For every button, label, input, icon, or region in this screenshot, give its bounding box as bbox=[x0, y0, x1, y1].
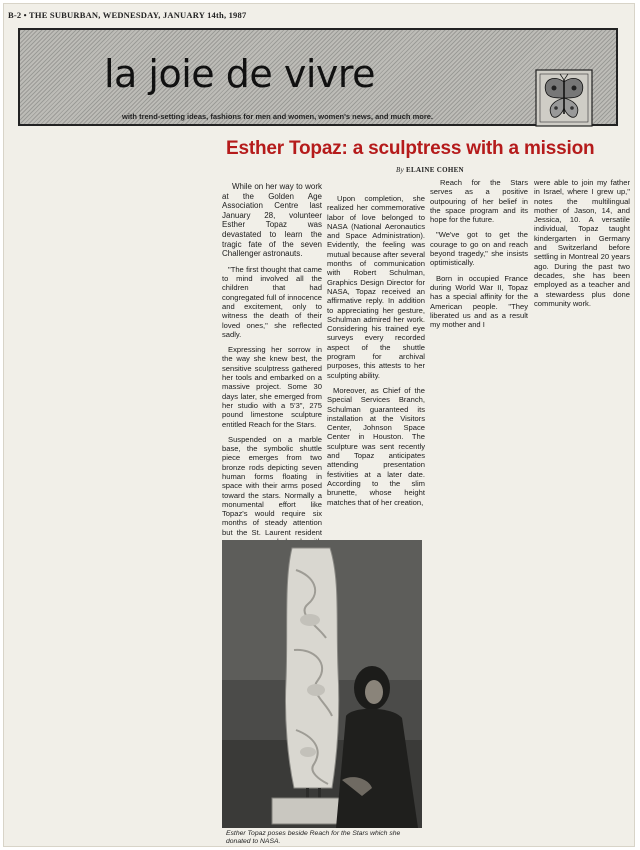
paragraph: Born in occupied France during World War II, Topaz has a special affinity for the American people. "They liberated us and as a result my mother and I bbox=[430, 273, 528, 330]
page-folio: B-2 • THE SUBURBAN, WEDNESDAY, JANUARY 14th, 1987 bbox=[8, 10, 247, 20]
paragraph: Expressing her sorrow in the way she knew best, the sensitive sculptress gathered her tools and embarked on a massive project. Some 30 days later, she emerged from her studio with a 5'3", 275 pound limestone sculpture entitled Reach for the Stars. bbox=[222, 345, 322, 429]
paragraph: Moreover, as Chief of the Special Services Branch, Schulman guaranteed its installation at the Visitors Center, Johnson Space Center in Houston. The sculpture was sent recently and Topaz anticipates attending presentation festivities at a later date. According to the slim brunette, whose height matches that of her creation, bbox=[327, 385, 425, 507]
byline-name: ELAINE COHEN bbox=[406, 166, 464, 174]
article-column-3 bbox=[430, 178, 528, 335]
paragraph: were able to join my father in Israel, where I grew up," notes the multilingual mother of Jason, 14, and Jessica, 10. A versatile individual, Topaz taught kindergarten in Germany and Switzerland before settling in Montreal 20 years ago. During the past two decades, she has been employed as a teacher and a stewardess plus done community work. bbox=[534, 178, 630, 308]
newspaper-page bbox=[4, 4, 634, 846]
sculpture-photo bbox=[222, 540, 422, 828]
paragraph: Reach for the Stars serves as a positive outpouring of her belief in the space program and its hope for the future. bbox=[430, 178, 528, 225]
article-column-1 bbox=[222, 182, 322, 571]
butterfly-emblem-icon bbox=[534, 68, 594, 128]
section-tagline: with trend-setting ideas, fashions for men and women, women's news, and much more. bbox=[122, 112, 433, 121]
paragraph: "We've got to get the courage to go on and reach beyond tragedy," she insists optimistically. bbox=[430, 230, 528, 268]
section-banner bbox=[18, 28, 618, 126]
paragraph: "The first thought that came to mind involved all the children that had congregated full of innocence and excitement, only to witness the death of their loved ones," she reflected sadly. bbox=[222, 264, 322, 339]
article-column-4 bbox=[534, 178, 630, 314]
article-byline bbox=[396, 166, 464, 174]
article-column-2 bbox=[327, 194, 425, 513]
byline-prefix: By bbox=[396, 166, 404, 174]
paragraph: Suspended on a marble base, the symbolic shuttle piece emerges from two bronze rods depicting seven human forms floating in space with their arms posed toward the stars. Normally a monumental effort like Topaz's would require six months of steady attention but the St. Laurent resident bbox=[222, 434, 322, 537]
article-headline: Esther Topaz: a sculptress with a mission bbox=[226, 138, 595, 159]
paragraph: Upon completion, she realized her commemorative labor of love belonged to NASA (National Aeronautics and Space Administration). Evidently, the feeling was mutual because after several months of communication with Robert Schulman, Graphics Design Director for NASA, Topaz received an affirmative reply. In addition to appreciating her gesture, Schulman admired her work. Considering his trained eye surveys every recorded aspect of the shuttle program for archival purposes, this attests to her sculpting ability. bbox=[327, 194, 425, 380]
article-lede: While on her way to work at the Golden Age Association Centre last January 28, volunteer Esther Topaz was devastated to learn the tragic fate of the seven Challenger astronauts. bbox=[222, 182, 322, 259]
section-title: la joie de vivre bbox=[104, 52, 376, 96]
photo-caption: Esther Topaz poses beside Reach for the Stars which she donated to NASA. bbox=[226, 830, 401, 845]
